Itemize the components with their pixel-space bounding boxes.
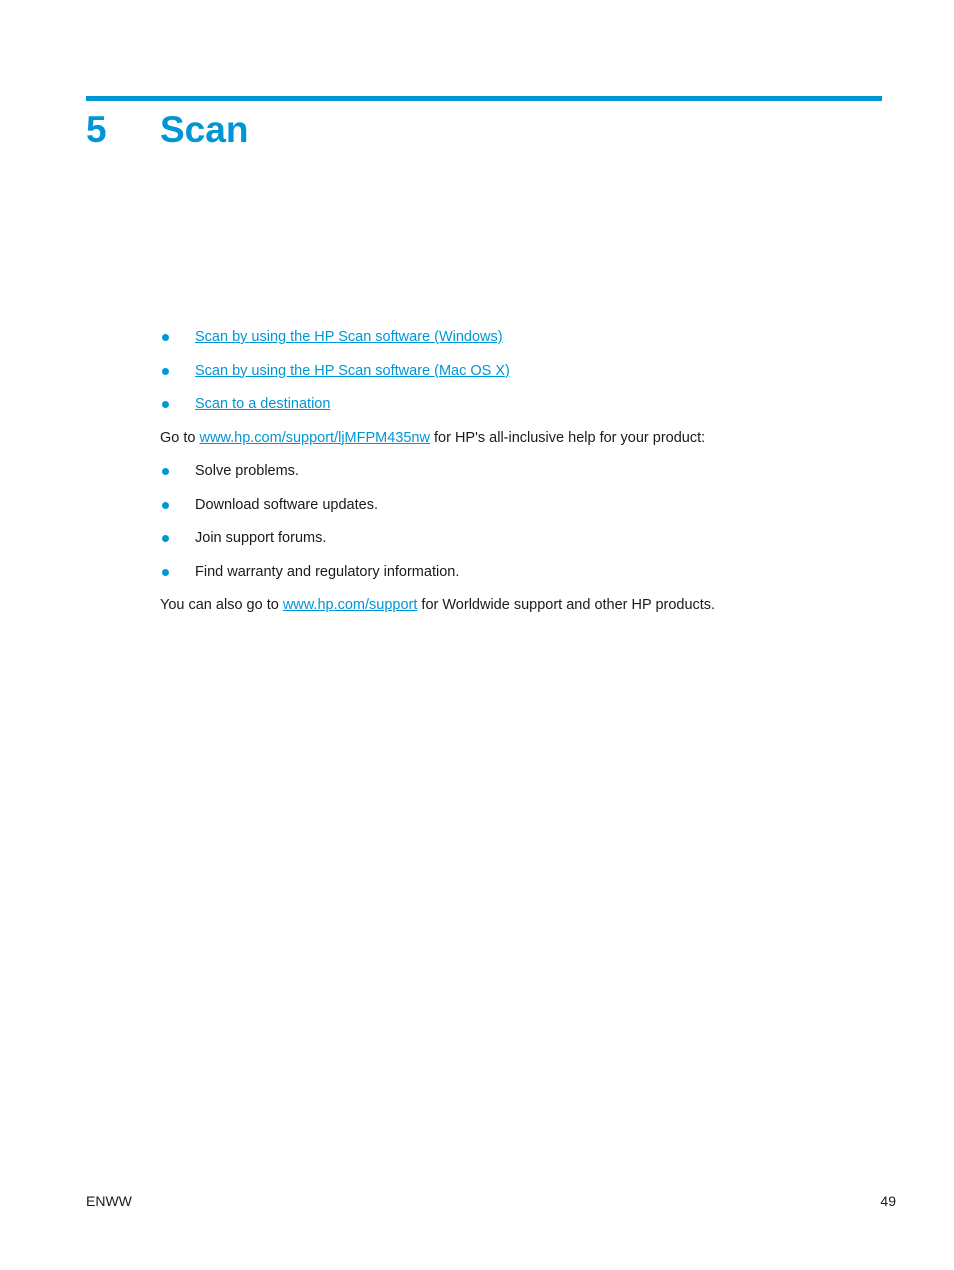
list-item — [160, 360, 900, 382]
product-support-link[interactable]: www.hp.com/support/ljMFPM435nw — [199, 429, 430, 446]
also-suffix: for Worldwide support and other HP products. — [417, 597, 716, 613]
bullet-icon — [162, 468, 169, 475]
help-item-text: Solve problems. — [195, 463, 299, 479]
chapter-rule — [86, 96, 882, 101]
help-list — [160, 460, 900, 583]
chapter-content — [160, 326, 900, 628]
also-prefix: You can also go to — [160, 597, 283, 613]
toc-link-windows[interactable]: Scan by using the HP Scan software (Windows) — [195, 329, 503, 345]
goto-suffix: for HP's all-inclusive help for your product: — [429, 429, 706, 446]
also-paragraph — [160, 594, 900, 616]
bullet-icon — [162, 334, 169, 341]
bullet-icon — [162, 401, 169, 408]
toc-list — [160, 326, 900, 415]
list-item — [160, 561, 900, 583]
list-item — [160, 527, 900, 549]
goto-prefix: Go to — [160, 429, 200, 446]
list-item — [160, 393, 900, 415]
bullet-icon — [162, 535, 169, 542]
bullet-icon — [162, 569, 169, 576]
bullet-icon — [162, 368, 169, 375]
list-item — [160, 326, 900, 348]
worldwide-support-link[interactable]: www.hp.com/support — [282, 597, 418, 613]
toc-link-mac[interactable]: Scan by using the HP Scan software (Mac OS X) — [195, 362, 510, 379]
list-item — [160, 494, 900, 516]
chapter-title: Scan — [160, 109, 249, 150]
help-item-text: Join support forums. — [195, 530, 327, 546]
toc-link-destination[interactable]: Scan to a destination — [195, 396, 331, 412]
bullet-icon — [162, 502, 169, 509]
help-item-text: Find warranty and regulatory information. — [195, 563, 460, 580]
footer-label: ENWW — [86, 1193, 132, 1209]
chapter-number: 5 — [86, 109, 107, 150]
list-item — [160, 460, 900, 482]
goto-paragraph — [160, 427, 900, 449]
help-item-text: Download software updates. — [195, 496, 378, 513]
page-number: 49 — [880, 1193, 896, 1209]
